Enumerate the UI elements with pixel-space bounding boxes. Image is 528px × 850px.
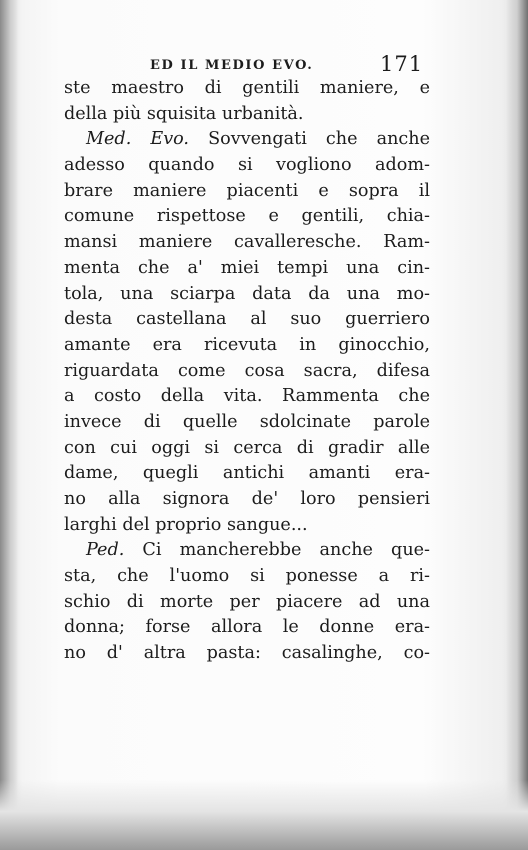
line-text: desta castellana al suo guerriero xyxy=(64,309,430,330)
line-text: mansi maniere cavalleresche. Ram- xyxy=(64,232,430,253)
text-line xyxy=(64,282,430,308)
body-text xyxy=(64,76,430,667)
page-right-edge-shadow xyxy=(506,0,528,850)
text-line xyxy=(64,76,430,102)
line-text: dame, quegli antichi amanti era- xyxy=(64,463,430,484)
text-line xyxy=(64,153,430,179)
line-text: Ci mancherebbe anche que- xyxy=(142,540,431,561)
text-line xyxy=(64,487,430,513)
text-line xyxy=(64,436,430,462)
text-line xyxy=(64,230,430,256)
page-left-edge-shadow xyxy=(0,0,18,850)
page-number: 171 xyxy=(380,52,424,76)
text-line xyxy=(64,333,430,359)
line-text: della più squisita urbanità. xyxy=(64,103,304,124)
line-text: schio di morte per piacere ad una xyxy=(64,591,430,612)
line-text: riguardata come cosa sacra, difesa xyxy=(64,360,430,381)
page-bottom-edge-shadow xyxy=(0,780,528,850)
speaker-line xyxy=(64,538,430,564)
text-line xyxy=(64,410,430,436)
line-text: larghi del proprio sangue... xyxy=(64,514,308,535)
line-text: tola, una sciarpa data da una mo- xyxy=(64,283,430,304)
text-line xyxy=(64,204,430,230)
text-line xyxy=(64,564,430,590)
line-text: a costo della vita. Rammenta che xyxy=(64,386,430,407)
text-line xyxy=(64,307,430,333)
line-text: menta che a' miei tempi una cin- xyxy=(64,257,430,278)
speaker-line xyxy=(64,127,430,153)
line-text: sta, che l'uomo si ponesse a ri- xyxy=(64,566,430,587)
text-line xyxy=(64,102,430,128)
text-line xyxy=(64,359,430,385)
text-line xyxy=(64,461,430,487)
text-line xyxy=(64,384,430,410)
line-text: comune rispettose e gentili, chia- xyxy=(64,206,430,227)
line-text: donna; forse allora le donne era- xyxy=(64,617,430,638)
line-text: ste maestro di gentili maniere, e xyxy=(64,78,430,98)
line-text: Sovvengati che anche xyxy=(208,129,430,150)
line-text: no alla signora de' loro pensieri xyxy=(64,489,430,509)
line-text: amante era ricevuta in ginocchio, xyxy=(64,334,430,355)
text-line xyxy=(64,179,430,205)
line-text: invece di quelle sdolcinate parole xyxy=(64,411,430,432)
line-text: brare maniere piacenti e sopra il xyxy=(64,180,430,201)
text-line xyxy=(64,641,430,667)
text-line xyxy=(64,590,430,616)
speaker-label: Med. Evo. xyxy=(86,129,190,150)
text-line xyxy=(64,513,430,539)
line-text: no d' altra pasta: casalinghe, co- xyxy=(64,643,430,664)
text-line xyxy=(64,615,430,641)
speaker-label: Ped. xyxy=(86,540,125,561)
running-head: ED IL MEDIO EVO. xyxy=(150,58,314,73)
text-line xyxy=(64,256,430,282)
line-text: con cui oggi si cerca di gradir alle xyxy=(64,437,430,458)
line-text: adesso quando si vogliono adom- xyxy=(64,155,430,176)
